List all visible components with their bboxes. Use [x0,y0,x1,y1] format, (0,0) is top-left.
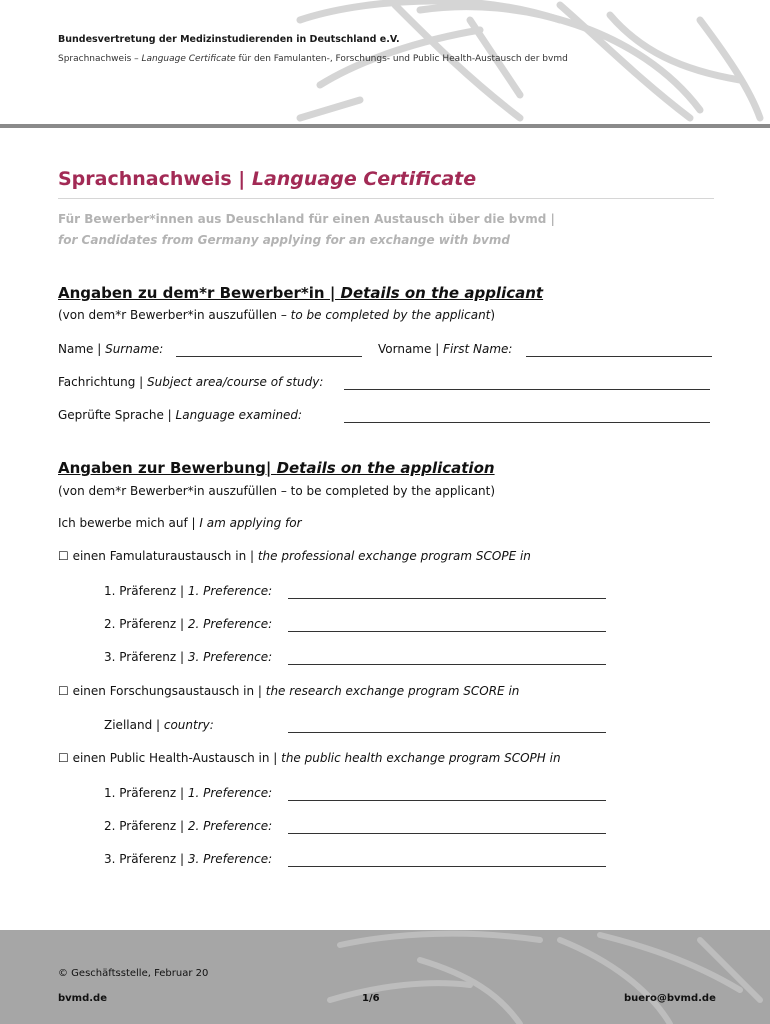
scope-checkbox[interactable]: ☐ [58,549,69,563]
scope-pref2-field[interactable] [288,631,606,632]
footer-site-link[interactable]: bvmd.de [58,993,107,1004]
scoph-pref3-de: 3. Präferenz | [104,852,188,866]
surname-field[interactable] [176,356,362,357]
surname-label-en: Surname: [105,342,164,356]
scoph-pref3-field[interactable] [288,866,606,867]
subject-label-en: Subject area/course of study: [147,375,324,389]
intro-line-en-text: for Candidates from Germany applying for an exchange with bvmd [58,233,510,247]
subject-label [58,375,323,389]
applying-for-de: Ich bewerbe mich auf | [58,516,200,530]
scoph-pref2-label [104,819,272,833]
application-heading-de: Angaben zur Bewerbung| [58,459,277,477]
scope-pref1-de: 1. Präferenz | [104,584,188,598]
language-label [58,408,302,422]
title-divider [58,198,714,199]
header-subtitle-de: Sprachnachweis – [58,54,142,64]
header-rule [0,124,770,128]
applicant-heading-de: Angaben zu dem*r Bewerber*in | [58,284,341,302]
score-checkbox[interactable]: ☐ [58,684,69,698]
scope-pref3-label [104,650,272,664]
scope-label-en: the professional exchange program SCOPE in [257,549,531,563]
scoph-pref1-en: 1. Preference: [187,786,273,800]
firstname-field[interactable] [526,356,712,357]
applicant-note-de: (von dem*r Bewerber*in auszufüllen – [58,308,291,322]
scope-label-de: einen Famulaturaustausch in | [68,549,258,563]
applicant-note-en: to be completed by the applicant [290,308,491,322]
applicant-heading [58,284,543,302]
applicant-note [58,308,495,322]
firstname-label-en: First Name: [443,342,513,356]
score-country-de: Zielland | [104,718,164,732]
scope-pref3-de: 3. Präferenz | [104,650,188,664]
header-subtitle-en: Language Certificate [141,54,236,64]
firstname-label [378,342,512,356]
subject-label-de: Fachrichtung | [58,375,148,389]
score-label-en: the research exchange program SCORE in [265,684,520,698]
footer-email-link[interactable]: buero@bvmd.de [624,993,716,1004]
title-en: Language Certificate [251,168,477,190]
score-option[interactable] [58,684,519,698]
application-note: (von dem*r Bewerber*in auszufüllen – to be completed by the applicant) [58,484,496,498]
surname-label-de: Name | [58,342,106,356]
subject-field[interactable] [344,389,710,390]
footer-page-number: 1/6 [362,993,380,1004]
scope-pref1-label [104,584,272,598]
applicant-note-end: ) [490,308,496,322]
scope-option[interactable] [58,549,531,563]
intro-line-de: Für Bewerber*innen aus Deuschland für einen Austausch über die bvmd | [58,212,555,226]
scoph-pref3-label [104,852,272,866]
firstname-label-de: Vorname | [378,342,444,356]
scope-pref1-field[interactable] [288,598,606,599]
scope-pref1-en: 1. Preference: [187,584,273,598]
score-country-label [104,718,214,732]
title-de: Sprachnachweis | [58,168,252,190]
applying-for-label [58,516,302,530]
page-title [58,168,476,190]
scoph-pref1-field[interactable] [288,800,606,801]
header-subtitle-rest: für den Famulanten-, Forschungs- und Public Health-Austausch der bvmd [235,54,568,64]
scoph-pref2-field[interactable] [288,833,606,834]
application-heading-en: Details on the application [276,459,495,477]
scoph-label-de: einen Public Health-Austausch in | [68,751,282,765]
score-country-field[interactable] [288,732,606,733]
scoph-pref1-de: 1. Präferenz | [104,786,188,800]
scope-pref2-de: 2. Präferenz | [104,617,188,631]
score-country-en: country: [163,718,214,732]
scoph-checkbox[interactable]: ☐ [58,751,69,765]
surname-label [58,342,163,356]
scope-pref2-label [104,617,272,631]
scope-pref3-field[interactable] [288,664,606,665]
language-label-de: Geprüfte Sprache | [58,408,176,422]
intro-line-en [58,233,510,247]
scoph-pref1-label [104,786,272,800]
footer-office: © Geschäftsstelle, Februar 20 [58,968,209,979]
language-label-en: Language examined: [175,408,303,422]
header-organization: Bundesvertretung der Medizinstudierenden in Deutschland e.V. [58,34,400,45]
application-heading [58,459,495,477]
language-field[interactable] [344,422,710,423]
scoph-label-en: the public health exchange program SCOPH in [281,751,561,765]
scoph-pref2-de: 2. Präferenz | [104,819,188,833]
applying-for-en: I am applying for [199,516,302,530]
scoph-pref3-en: 3. Preference: [187,852,273,866]
scoph-pref2-en: 2. Preference: [187,819,273,833]
header-subtitle [58,54,568,64]
scoph-option[interactable] [58,751,561,765]
score-label-de: einen Forschungsaustausch in | [68,684,266,698]
scope-pref2-en: 2. Preference: [187,617,273,631]
scope-pref3-en: 3. Preference: [187,650,273,664]
applicant-heading-en: Details on the applicant [340,284,544,302]
